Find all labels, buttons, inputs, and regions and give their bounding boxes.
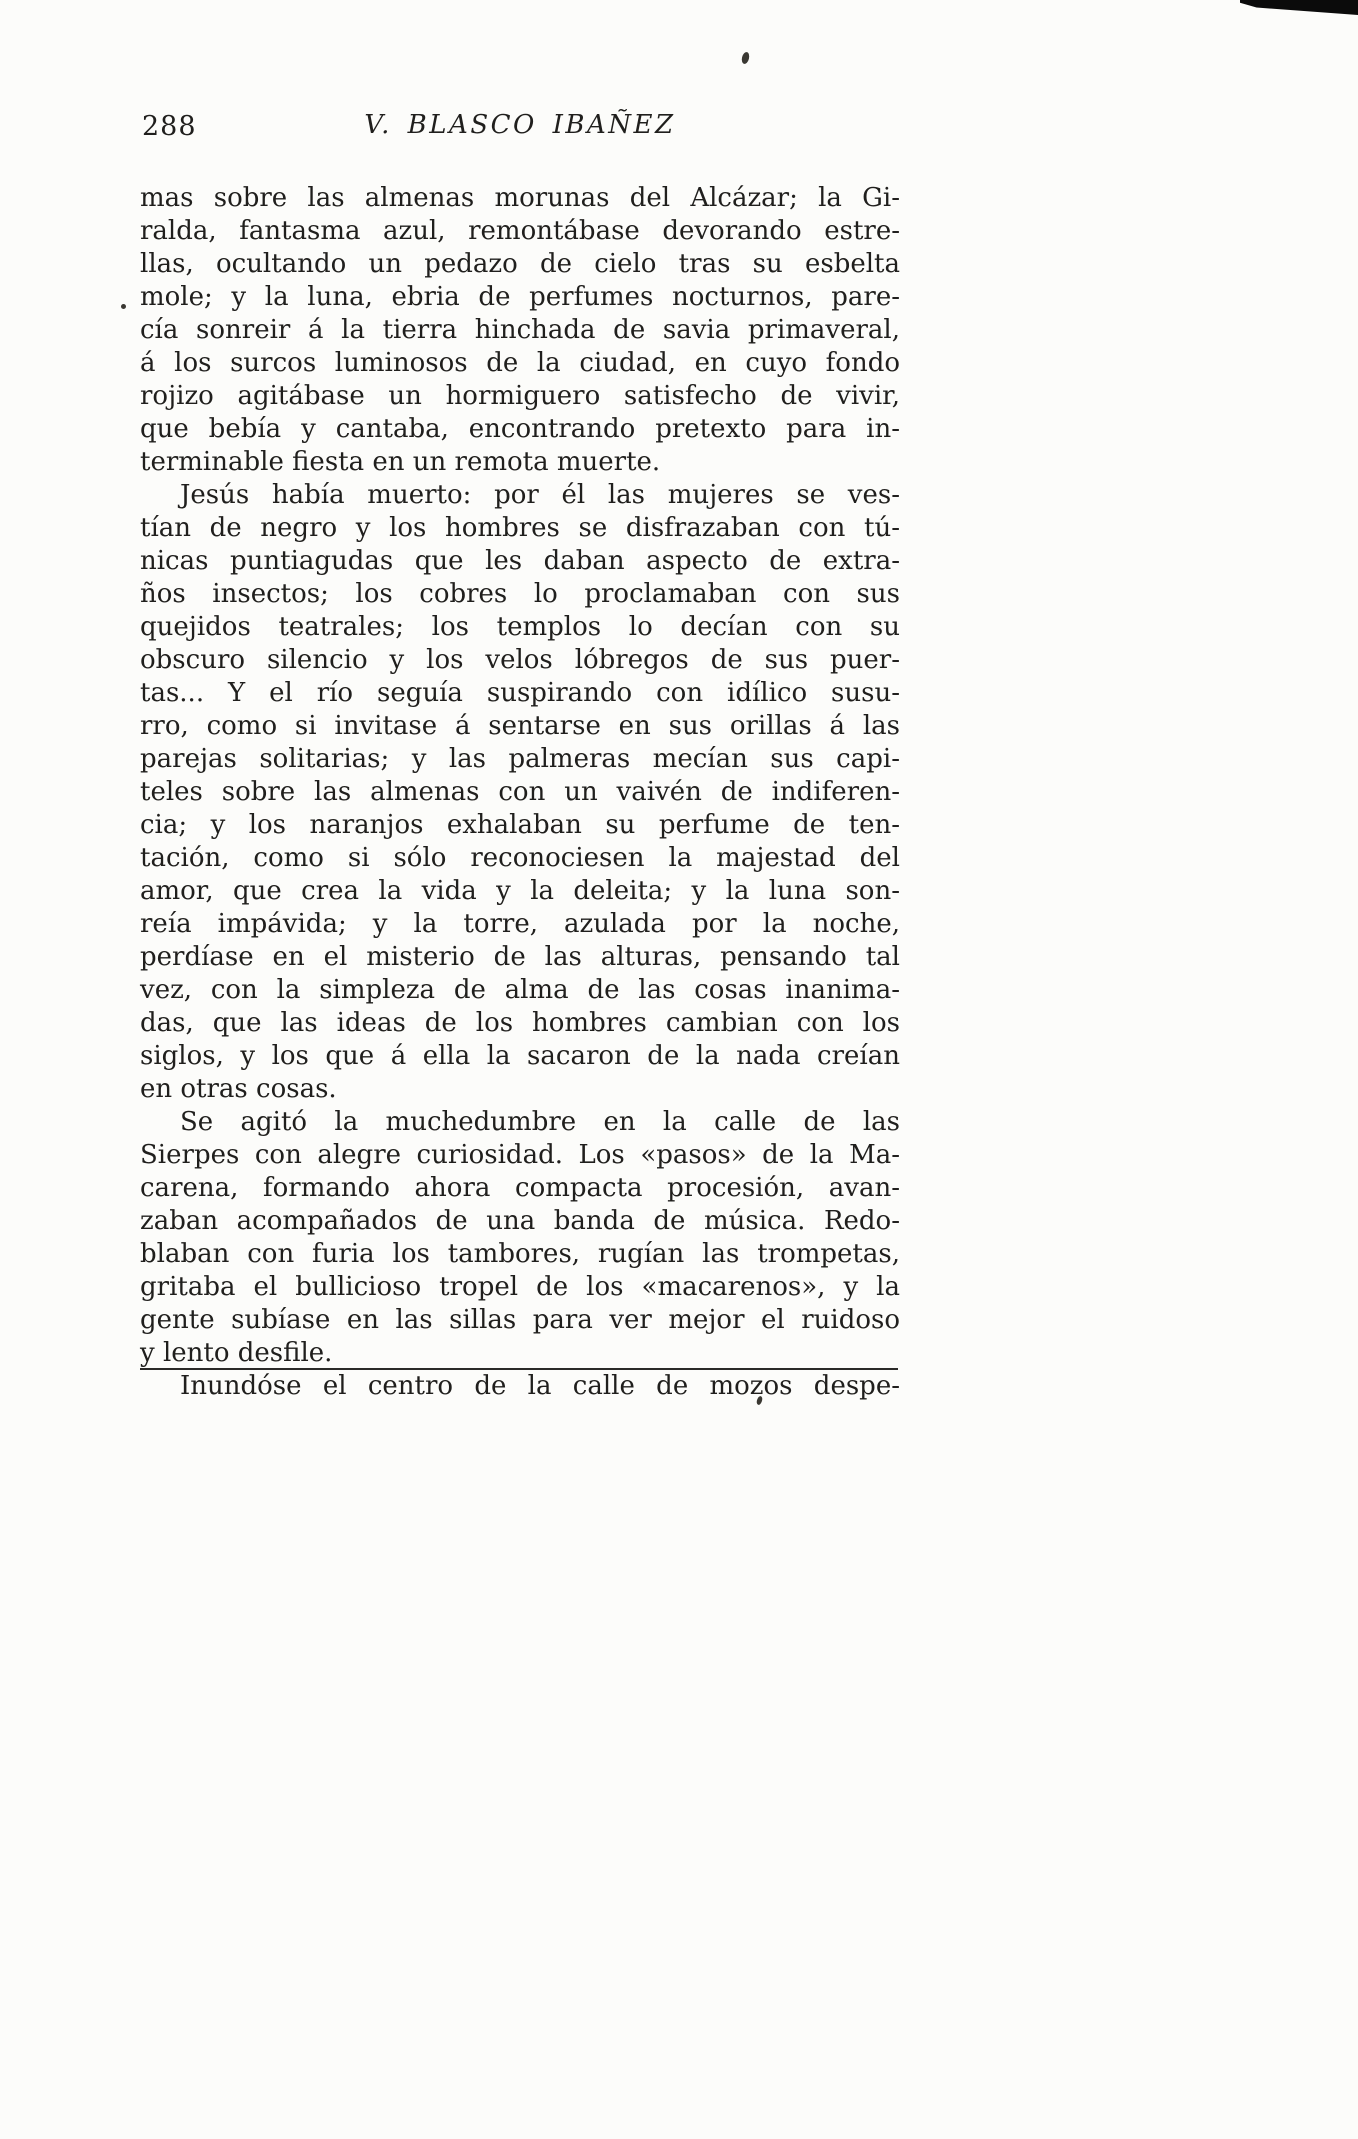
text-block — [140, 182, 900, 1403]
text-line: gritaba el bullicioso tropel de los «macarenos», y la — [140, 1272, 900, 1302]
text-line: gente subíase en las sillas para ver mejor el ruidoso — [140, 1305, 900, 1335]
paragraph — [140, 1106, 900, 1370]
page-header — [140, 110, 900, 144]
text-line: zaban acompañados de una banda de música. Redo- — [140, 1206, 900, 1236]
text-line: rro, como si invitase á sentarse en sus orillas á las — [140, 711, 900, 741]
text-line: rojizo agitábase un hormiguero satisfecho de vivir, — [140, 381, 900, 411]
text-line: obscuro silencio y los velos lóbregos de sus puer- — [140, 645, 900, 675]
text-line: teles sobre las almenas con un vaivén de indiferen- — [140, 777, 900, 807]
text-line: tas... Y el río seguía suspirando con idílico susu- — [140, 678, 900, 708]
text-line: cía sonreir á la tierra hinchada de savia primaveral, — [140, 315, 900, 345]
running-title: V. BLASCO IBAÑEZ — [364, 110, 676, 140]
text-line: Sierpes con alegre curiosidad. Los «pasos» de la Ma- — [140, 1140, 900, 1170]
text-line: Se agitó la muchedumbre en la calle de las — [180, 1107, 900, 1137]
paragraph — [140, 182, 900, 479]
text-line: das, que las ideas de los hombres cambian con los — [140, 1008, 900, 1038]
ink-speck — [121, 304, 126, 309]
text-line: cia; y los naranjos exhalaban su perfume de ten- — [140, 810, 900, 840]
paragraph — [140, 1370, 900, 1403]
text-line: vez, con la simpleza de alma de las cosas inanima- — [140, 975, 900, 1005]
text-line: nicas puntiagudas que les daban aspecto de extra- — [140, 546, 900, 576]
text-line: carena, formando ahora compacta procesión, avan- — [140, 1173, 900, 1203]
text-line: Jesús había muerto: por él las mujeres se ves- — [180, 480, 900, 510]
text-line: á los surcos luminosos de la ciudad, en cuyo fondo — [140, 348, 900, 378]
text-line: tían de negro y los hombres se disfrazaban con tú- — [140, 513, 900, 543]
text-line: parejas solitarias; y las palmeras mecían sus capi- — [140, 744, 900, 774]
scan-artifact-corner — [1240, 0, 1358, 15]
text-line: ralda, fantasma azul, remontábase devorando estre- — [140, 216, 900, 246]
text-line: ños insectos; los cobres lo proclamaban con sus — [140, 579, 900, 609]
text-line: mas sobre las almenas morunas del Alcázar; la Gi- — [140, 183, 900, 213]
page-content — [140, 110, 900, 1403]
text-line: blaban con furia los tambores, rugían las trompetas, — [140, 1239, 900, 1269]
paragraph — [140, 479, 900, 1106]
text-line: amor, que crea la vida y la deleita; y la luna son- — [140, 876, 900, 906]
text-line: terminable fiesta en un remota muerte. — [140, 447, 661, 477]
text-line: Inundóse el centro de la calle de mozos despe- — [180, 1371, 900, 1401]
text-line: llas, ocultando un pedazo de cielo tras su esbelta — [140, 249, 900, 279]
text-line: en otras cosas. — [140, 1074, 337, 1104]
text-line: mole; y la luna, ebria de perfumes nocturnos, pare- — [140, 282, 900, 312]
text-line: que bebía y cantaba, encontrando pretexto para in- — [140, 414, 900, 444]
text-line: perdíase en el misterio de las alturas, pensando tal — [140, 942, 900, 972]
text-line: quejidos teatrales; los templos lo decían con su — [140, 612, 900, 642]
ink-speck — [741, 51, 751, 64]
text-line: tación, como si sólo reconociesen la majestad del — [140, 843, 900, 873]
text-line: siglos, y los que á ella la sacaron de la nada creían — [140, 1041, 900, 1071]
page-number: 288 — [142, 111, 197, 142]
text-line: y lento desfile. — [140, 1338, 333, 1368]
text-line: reía impávida; y la torre, azulada por la noche, — [140, 909, 900, 939]
